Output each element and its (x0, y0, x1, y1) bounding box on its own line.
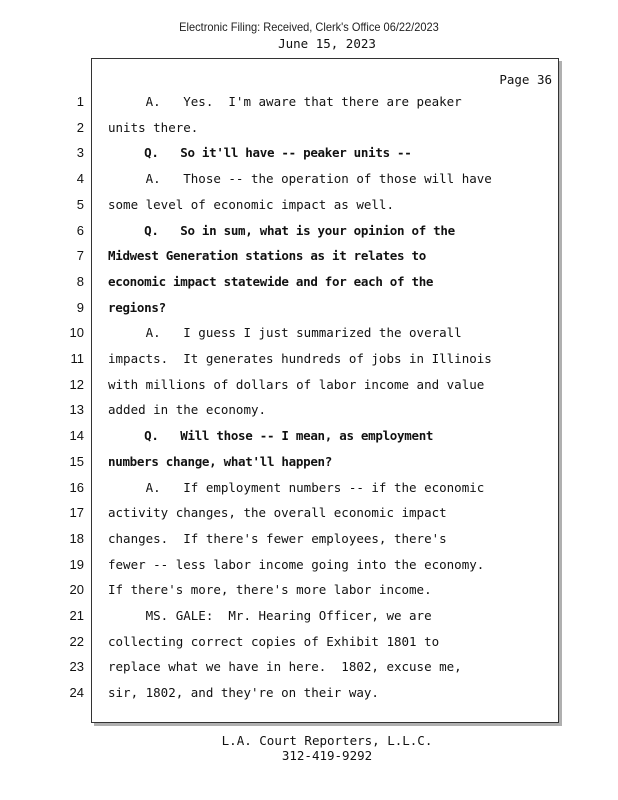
court-reporter-company: L.A. Court Reporters, L.L.C. (221, 733, 433, 748)
line-number: 17 (69, 505, 84, 521)
transcript-line: MS. GALE: Mr. Hearing Officer, we are (108, 608, 432, 623)
transcript-line: Q. So it'll have -- peaker units -- (108, 145, 412, 161)
transcript-line: with millions of dollars of labor income and value (108, 376, 485, 392)
footer (0, 733, 618, 763)
line-number: 23 (69, 659, 84, 675)
line-number: 3 (76, 145, 84, 161)
transcript-line: collecting correct copies of Exhibit 1801 to (108, 633, 440, 649)
line-number: 20 (69, 582, 84, 598)
line-number: 18 (69, 530, 84, 546)
transcript-line: A. If employment numbers -- if the economic (108, 479, 485, 495)
transcript-line: fewer -- less labor income going into the economy. (108, 556, 485, 572)
line-number: 4 (76, 171, 84, 187)
line-number: 12 (69, 376, 84, 392)
line-number: 15 (69, 453, 84, 469)
line-number: 13 (69, 402, 84, 418)
electronic-filing-stamp: Electronic Filing: Received, Clerk's Office 06/22/2023 (179, 20, 439, 34)
transcript-line: Midwest Generation stations as it relates to (108, 248, 426, 264)
transcript-line: A. Yes. I'm aware that there are peaker (108, 94, 462, 109)
transcript-line: A. Those -- the operation of those will have (108, 171, 492, 187)
line-number: 22 (69, 633, 84, 649)
transcript-line: some level of economic impact as well. (108, 196, 394, 212)
transcript-line: sir, 1802, and they're on their way. (108, 685, 379, 701)
page-number: Page 36 (499, 72, 552, 87)
line-number: 7 (76, 248, 84, 264)
transcript-line: economic impact statewide and for each of the (108, 273, 434, 289)
line-number: 2 (76, 119, 84, 135)
line-number: 5 (76, 196, 84, 212)
transcript-line: numbers change, what'll happen? (108, 453, 332, 469)
transcript-line: A. I guess I just summarized the overall (108, 325, 462, 341)
transcript-line: If there's more, there's more labor income. (108, 582, 432, 598)
line-number: 8 (76, 273, 84, 289)
transcript-line: units there. (108, 119, 199, 135)
line-number: 16 (69, 479, 84, 495)
court-reporter-phone: 312-419-9292 (281, 748, 373, 763)
transcript-line: impacts. It generates hundreds of jobs in Illinois (108, 351, 492, 366)
transcript-line: Q. So in sum, what is your opinion of the (108, 222, 455, 238)
transcript-line: regions? (108, 299, 166, 315)
line-number: 21 (69, 608, 84, 623)
transcript-line: changes. If there's fewer employees, there's (108, 530, 447, 546)
line-number: 9 (76, 299, 84, 315)
line-number: 19 (69, 556, 84, 572)
line-number: 11 (70, 351, 84, 366)
line-number: 24 (69, 685, 84, 701)
transcript-line: replace what we have in here. 1802, excuse me, (108, 659, 462, 675)
line-number: 14 (69, 428, 84, 444)
transcript-date: June 15, 2023 (278, 36, 376, 51)
line-number: 10 (69, 325, 84, 341)
transcript-line: added in the economy. (108, 402, 267, 418)
line-number: 1 (76, 94, 84, 109)
line-number: 6 (76, 222, 84, 238)
transcript-line: Q. Will those -- I mean, as employment (108, 428, 434, 444)
transcript-line: activity changes, the overall economic impact (108, 505, 447, 521)
